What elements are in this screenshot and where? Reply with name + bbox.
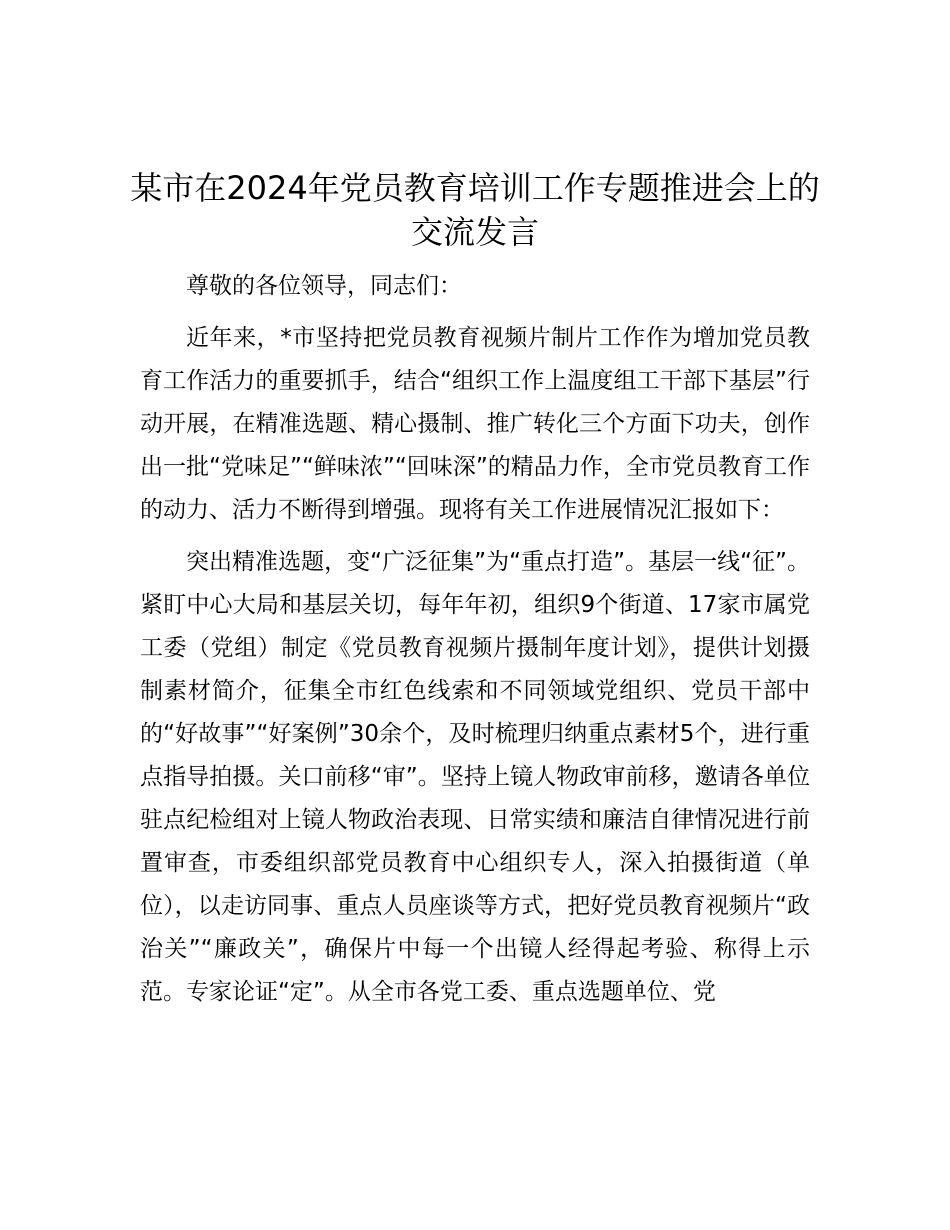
greeting-paragraph: 尊敬的各位领导，同志们：	[186, 273, 462, 299]
body-paragraph-1: 近年来，*市坚持把党员教育视频片制片工作作为增加党员教育工作活力的重要抓手，结合“组织工作上温度组工干部下基层”行动开展，在精准选题、精心摄制、推广转化三个方面下功夫，创作出一批“党味足”“鲜味浓”“回味深”的精品力作，全市党员教育工作的动力、活力不断得到增强。现将有关工作进展情况汇报如下：	[140, 325, 810, 523]
document-body	[140, 265, 810, 1014]
body-paragraph-2: 突出精准选题，变“广泛征集”为“重点打造”。基层一线“征”。紧盯中心大局和基层关切，每年年初，组织9个街道、17家市属党工委（党组）制定《党员教育视频片摄制年度计划》，提供计划摄制素材简介，征集全市红色线索和不同领域党组织、党员干部中的“好故事”“好案例”30余个，及时梳理归纳重点素材5个，进行重点指导拍摄。关口前移“审”。坚持上镜人物政审前移，邀请各单位驻点纪检组对上镜人物政治表现、日常实绩和廉洁自律情况进行前置审查，市委组织部党员教育中心组织专人，深入拍摄街道（单位），以走访同事、重点人员座谈等方式，把好党员教育视频片“政治关”“廉政关”，确保片中每一个出镜人经得起考验、称得上示范。专家论证“定”。从全市各党工委、重点选题单位、党	[140, 549, 810, 1005]
document-title: 某市在2024年党员教育培训工作专题推进会上的交流发言	[130, 169, 820, 251]
